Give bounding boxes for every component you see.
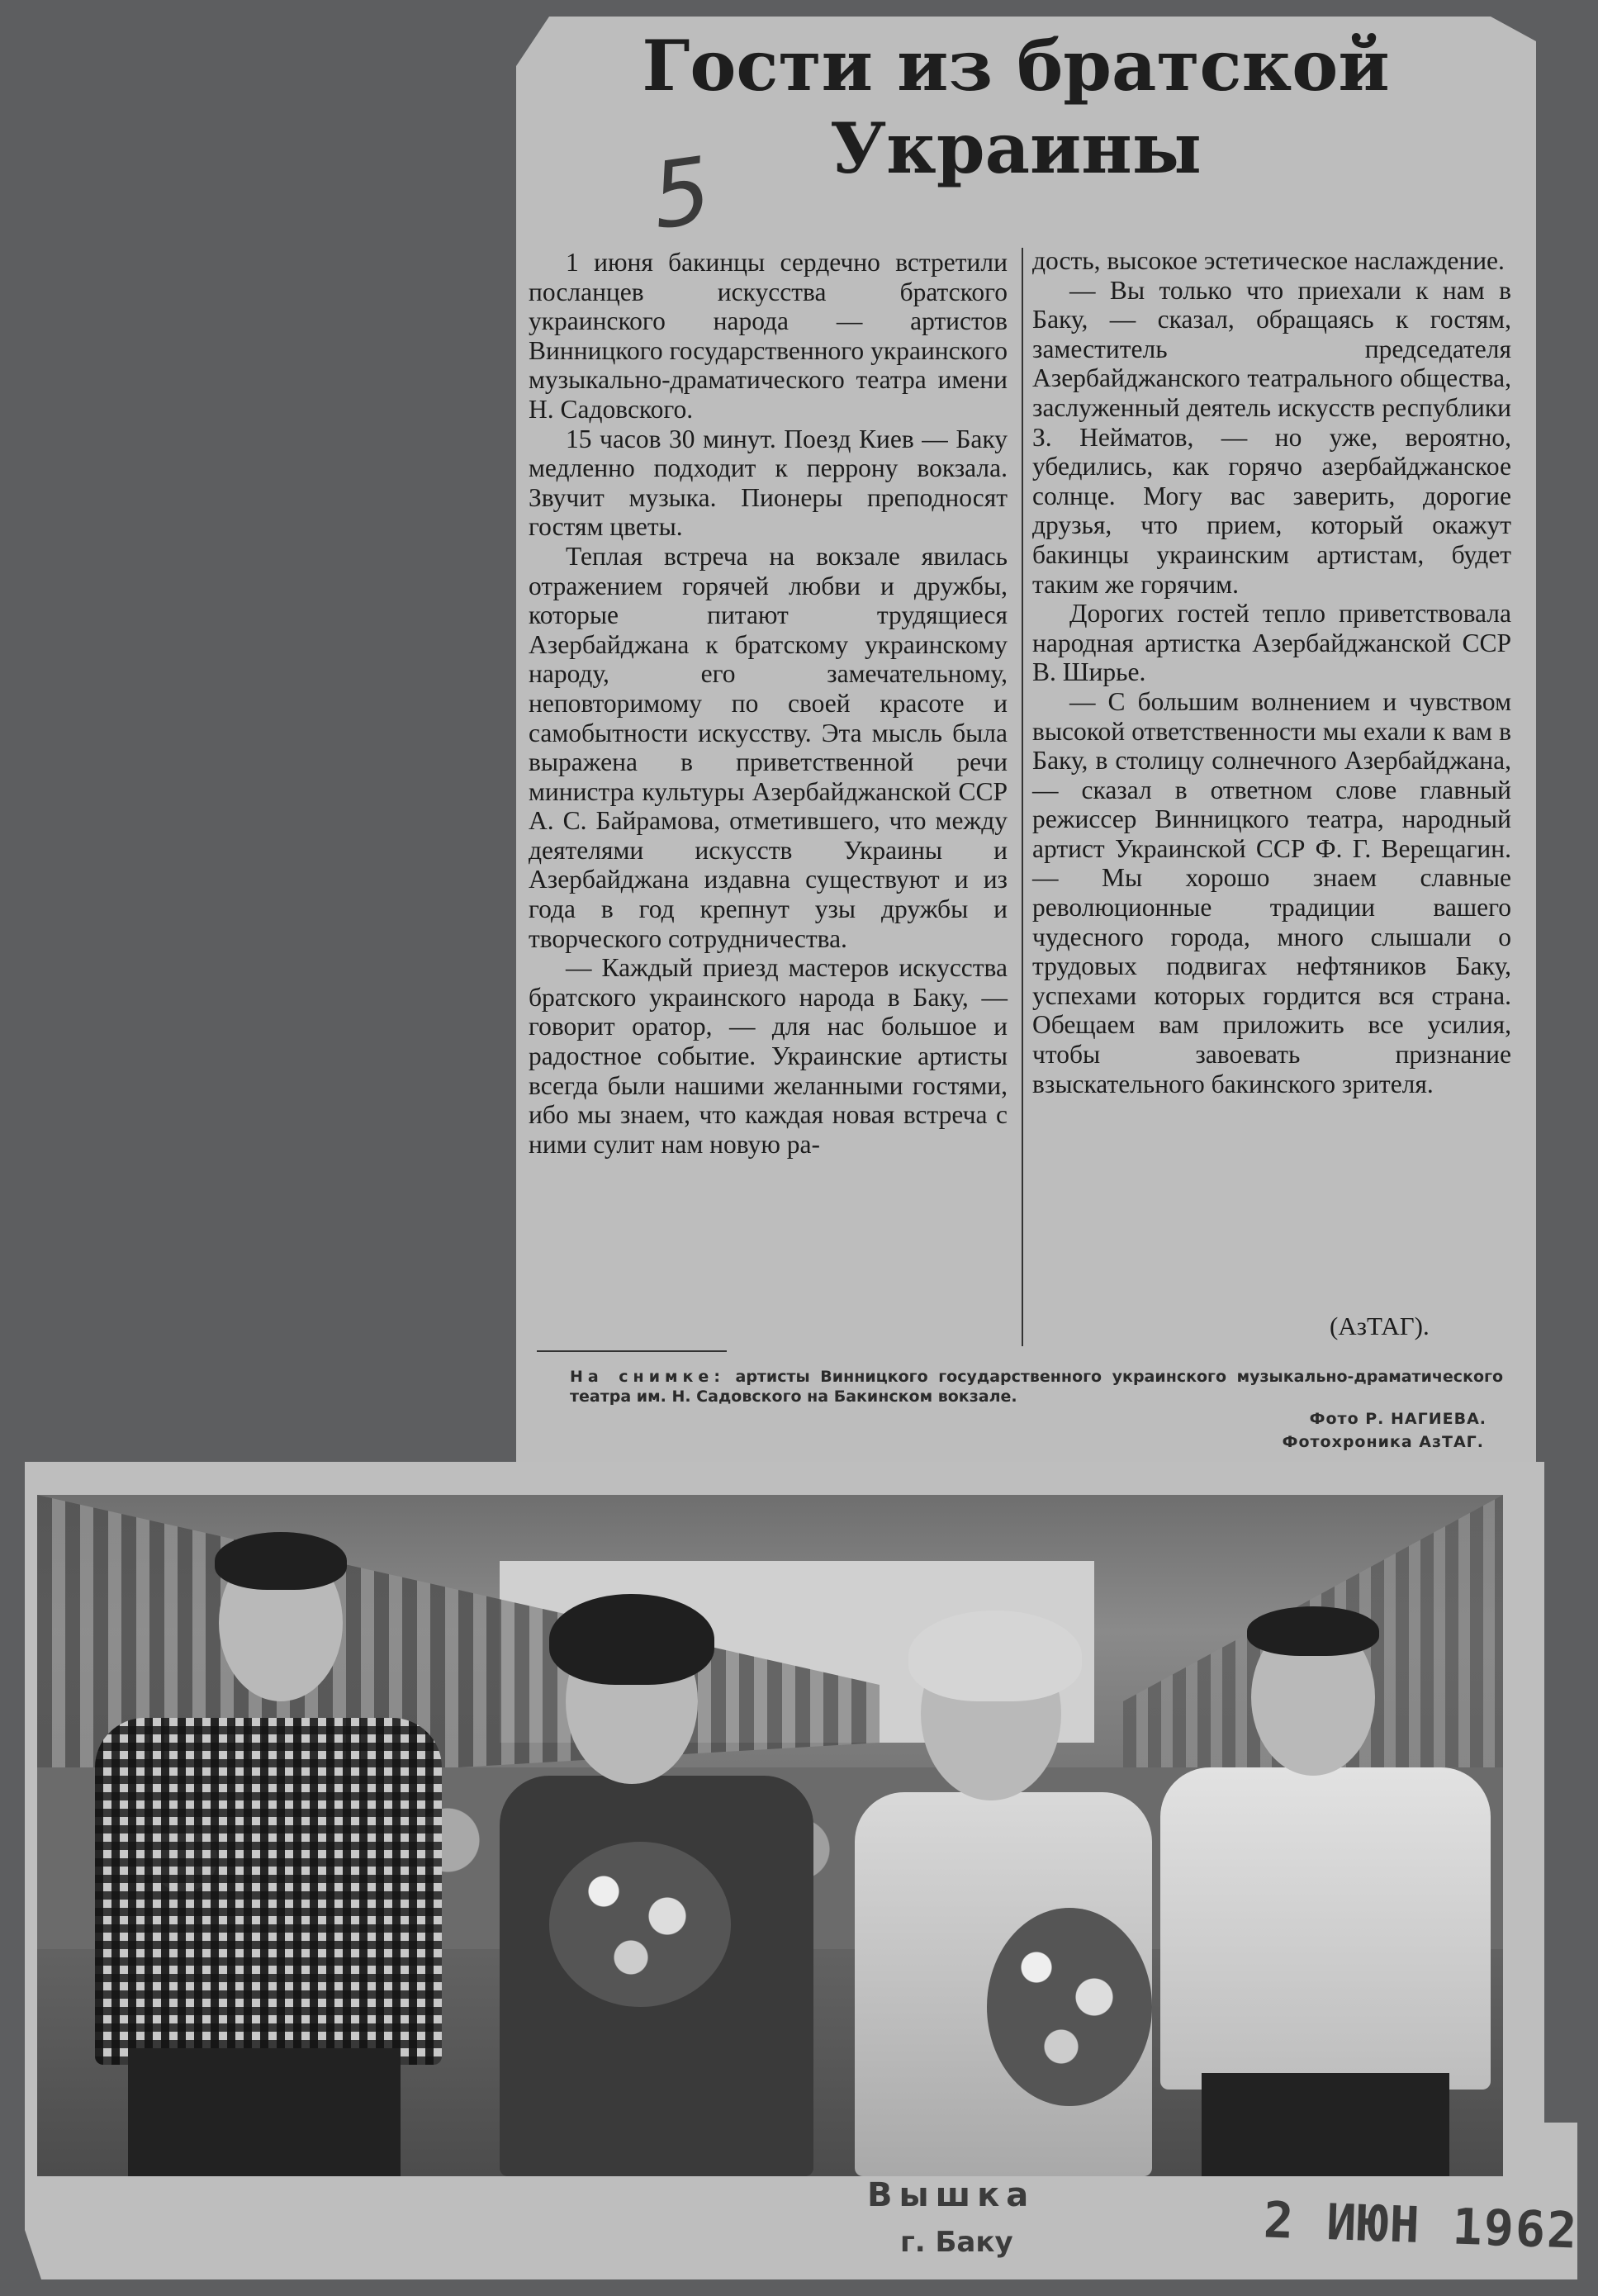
paragraph: дость, высокое эстетическое наслаждение. — [1032, 246, 1505, 275]
article-column-left — [529, 248, 1008, 1159]
paragraph: 1 июня бакинцы сердечно встретили посланцев искусства братского украинского народа — артистов Винницкого государственного украинского музыкально-драматического театра имени Н. Садовского. — [529, 248, 1008, 424]
article-column-right — [1032, 246, 1511, 1098]
photo-credit: Фото Р. НАГИЕВА. — [1309, 1410, 1487, 1428]
end-rule — [537, 1350, 727, 1352]
date-stamp: 2 ИЮН 1962 — [1262, 2191, 1580, 2260]
photo-caption — [570, 1367, 1503, 1407]
paragraph: Дорогих гостей тепло приветствовала народная артистка Азербайджанской ССР В. Ширье. — [1032, 599, 1511, 687]
newspaper-city: г. Баку — [900, 2226, 1013, 2259]
column-divider — [1022, 248, 1023, 1346]
person-man-checked-shirt — [78, 1511, 475, 2176]
group-photo — [37, 1495, 1503, 2176]
paragraph: 15 часов 30 минут. Поезд Киев — Баку медленно подходит к перрону вокзала. Звучит музыка. Пионеры преподносят гостям цветы. — [529, 424, 1008, 542]
article-signature: (АзТАГ). — [1330, 1312, 1430, 1340]
caption-lead: На снимке: — [570, 1368, 725, 1386]
handwritten-mark: 5 — [645, 136, 718, 250]
paragraph: — С большим волнением и чувством высокой ответственности мы ехали к вам в Баку, в столицу солнечного Азербайджана, — сказал в ответном слове главный режиссер Винницкого театра, народный артист Украинской ССР Ф. Г. Верещагин. — Мы хорошо знаем славные революционные традиции вашего чудесного города, много слышали о трудовых подвигах нефтяников Баку, успехами которых гордится вся страна. Обещаем вам приложить все усилия, чтобы завоевать признание взыскательного бакинского зрителя. — [1032, 686, 1511, 1098]
person-woman-dark-dress — [467, 1569, 846, 2176]
paragraph: — Вы только что приехали к нам в Баку, — сказал, обращаясь к гостям, заместитель председателя Азербайджанского театрального общества, заслуженный деятель искусств республики З. Нейматов, — но уже, вероятно, убедились, как горячо азербайджанское солнце. Могу вас заверить, дорогие друзья, что прием, который окажут бакинцы украинским артистам, будет таким же горячим. — [1032, 275, 1511, 599]
person-woman-light-dress — [830, 1594, 1177, 2176]
headline-line-2: Украины — [830, 107, 1202, 189]
photo-chronicle: Фотохроника АзТАГ. — [1282, 1433, 1484, 1451]
headline-line-1: Гости из братской — [642, 25, 1390, 107]
paragraph: Теплая встреча на вокзале явилась отражением горячей любви и дружбы, которые питают трудящиеся Азербайджана к братскому украинскому народу, его замечательному, неповторимому по своей красоте и самобытности искусству. Эта мысль была выражена в приветственной речи министра культуры Азербайджанской ССР А. С. Байрамова, отметившего, что между деятелями искусств Украины и Азербайджана издавна существуют и из года в год крепнут узы дружбы и творческого сотрудничества. — [529, 541, 1008, 953]
paragraph: — Каждый приезд мастеров искусства братского украинского народа в Баку, — говорит оратор, — для нас большое и радостное событие. Украинские артисты всегда были нашими желанными гостями, ибо мы знаем, что каждая новая встреча с ними сулит нам новую ра- — [529, 953, 1008, 1159]
person-man-white-shirt — [1144, 1561, 1503, 2176]
newspaper-name: Вышка — [867, 2176, 1036, 2214]
caption-text: артисты Винницкого государственного украинского музыкально-драматического театра им. Н. Садовского на Бакинском вокзале. — [570, 1368, 1503, 1406]
